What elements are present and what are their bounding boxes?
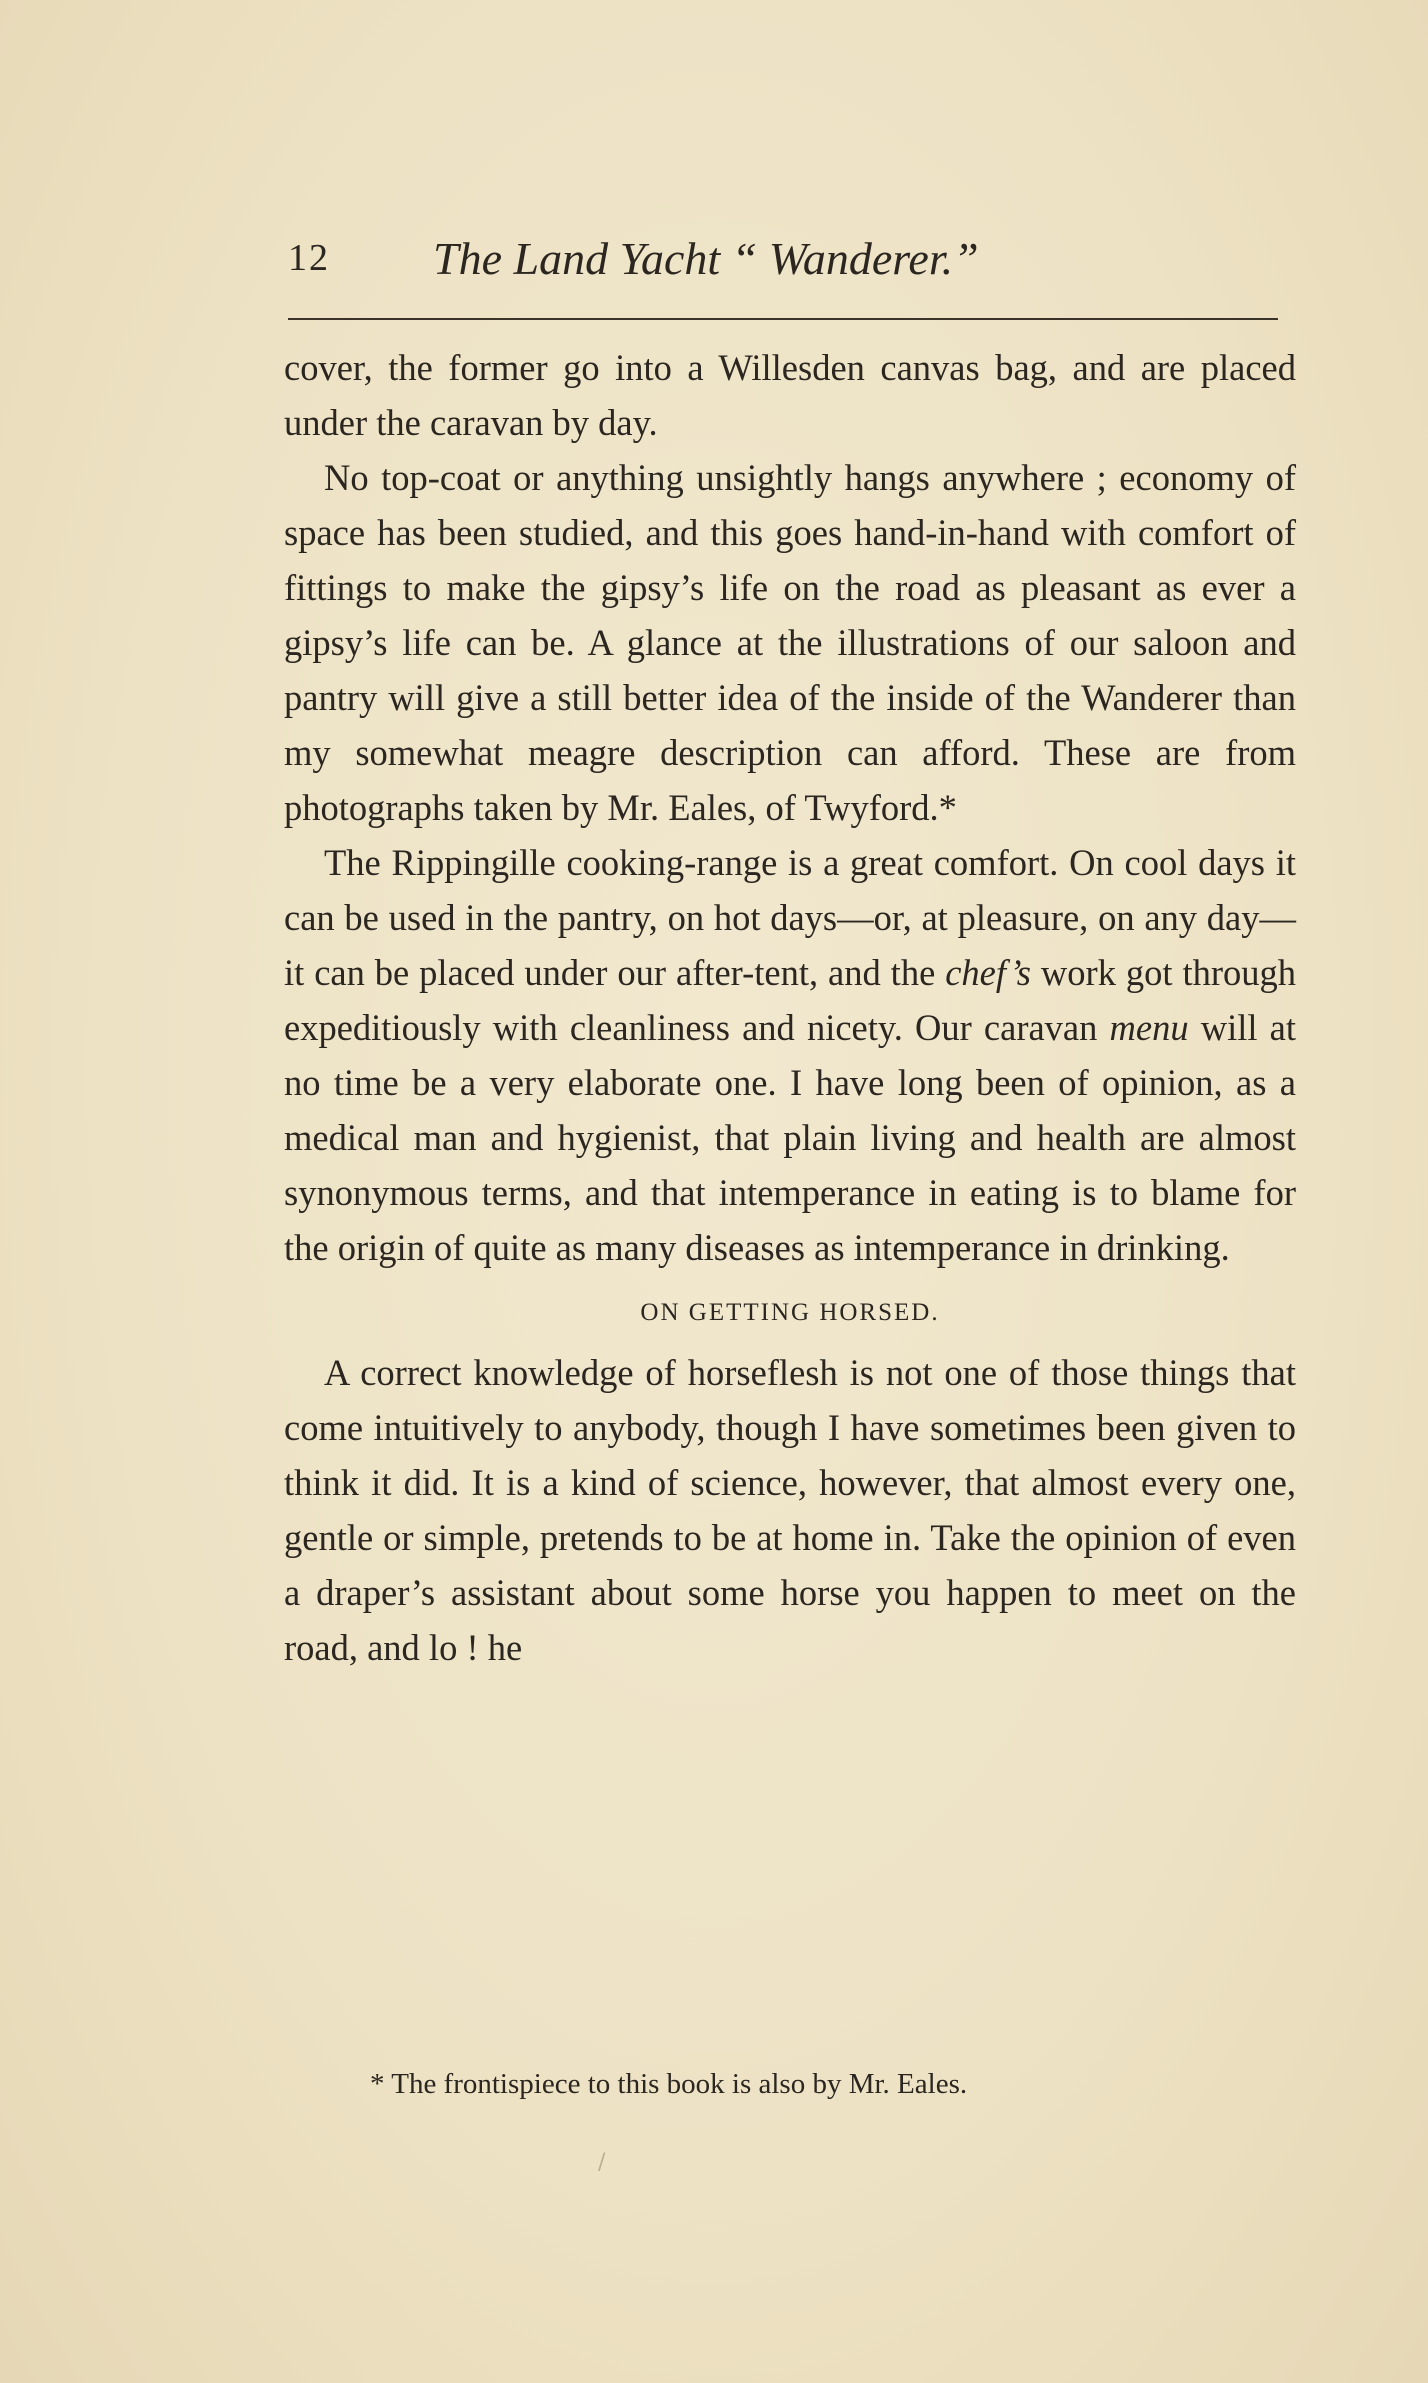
page-speck: / <box>598 2150 606 2175</box>
paragraph-3-part-c: will at no time be a very elaborate one. I have long been of opinion, as a medical man and hygienist, that plain living and health are almost synonymous terms, and that intemperance in eating is to blame for the origin of quite as many diseases as intemperance in drinking. <box>284 1007 1296 1268</box>
section-heading: ON GETTING HORSED. <box>640 1299 940 1326</box>
page-number: 12 <box>288 237 330 279</box>
paragraph-3 <box>284 835 1296 1275</box>
menu-word: menu <box>1109 1007 1189 1048</box>
page-header <box>288 232 1288 292</box>
paragraph-1: cover, the former go into a Willesden canvas bag, and are placed under the caravan by day. <box>284 347 1296 443</box>
paragraph-2: No top-coat or anything unsightly hangs anywhere ; economy of space has been studied, and this goes hand-in-hand with comfort of fittings to make the gipsy’s life on the road as pleasant as ever a gipsy’s life can be. A glance at the illustrations of our saloon and pantry will give a still better idea of the inside of the Wanderer than my somewhat meagre description can afford. These are from photographs taken by Mr. Eales, of Twyford.* <box>284 457 1296 828</box>
running-title: The Land Yacht “ Wanderer.” <box>433 233 979 284</box>
paragraph-4: A correct knowledge of horseflesh is not one of those things that come intuitively to anybody, though I have sometimes been given to think it did. It is a kind of science, however, that almost every one, gentle or simple, pretends to be at home in. Take the opinion of even a draper’s assistant about some horse you happen to meet on the road, and lo ! he <box>284 1352 1296 1668</box>
body-text <box>284 340 1296 1675</box>
header-rule <box>288 318 1278 320</box>
paragraph-3-part-a: The Rippingille cooking-range is a great comfort. On cool days it can be used in the pantry, on hot days—or, at pleasure, on any day—it can be placed under our after-tent, and the <box>284 842 1296 993</box>
footnote: * The frontispiece to this book is also by Mr. Eales. <box>370 2068 968 2100</box>
paragraph-3-part-b: work got through expeditiously with cleanliness and nicety. Our caravan <box>284 952 1296 1048</box>
chef-word: chef’s <box>945 952 1031 993</box>
